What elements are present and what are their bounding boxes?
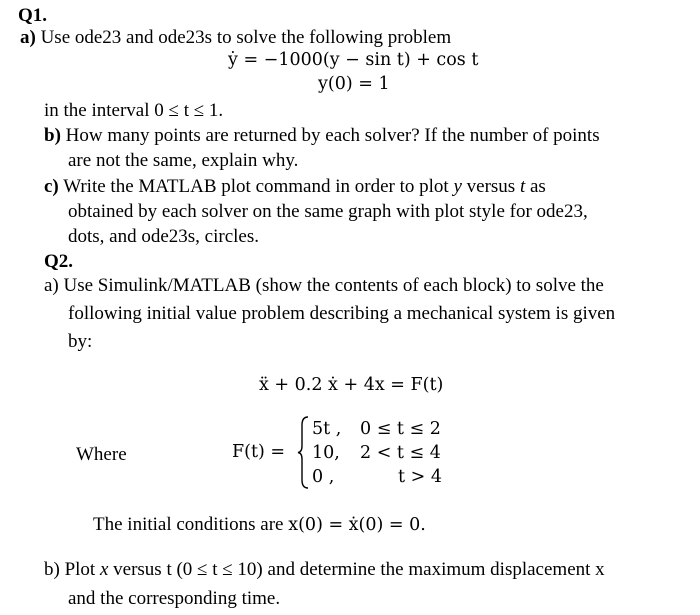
q2-where: Where (76, 444, 127, 465)
q1-c-text-b: versus (461, 176, 520, 197)
q1-b-text: How many points are returned by each solver? If the number of points (65, 125, 600, 146)
q2-case3-condition: t > 4 (398, 467, 442, 487)
q2-part-a-line1: a) Use Simulink/MATLAB (show the contents of each block) to solve the (44, 275, 604, 296)
q1-part-a (20, 28, 451, 47)
q2-case3-value: 0 , (312, 467, 335, 487)
q2-case2-condition: 2 < t ≤ 4 (360, 443, 441, 463)
q1-equation-ode: ẏ = −1000(y − sin t) + cos t (228, 50, 479, 70)
q1-equation-initial: y(0) = 1 (318, 74, 390, 94)
q1-a-label: a) (20, 27, 36, 48)
q1-heading: Q1. (18, 5, 48, 26)
q1-part-b-line1 (44, 126, 600, 145)
q2-ic-text: The initial conditions are (93, 514, 284, 535)
q2-b-text-a: b) Plot (44, 559, 100, 580)
q1-part-c-line3: dots, and ode23s, circles. (68, 226, 260, 247)
q1-part-b-line2: are not the same, explain why. (68, 150, 299, 171)
q1-b-label: b) (44, 125, 61, 146)
q2-heading: Q2. (44, 251, 74, 272)
q2-part-a-line3: by: (68, 331, 93, 352)
q1-interval: in the interval 0 ≤ t ≤ 1. (44, 100, 224, 121)
q1-part-c-line2: obtained by each solver on the same graph with plot style for ode23, (68, 201, 588, 222)
q1-c-text-a: Write the MATLAB plot command in order to plot (63, 176, 454, 197)
q2-part-b-line1 (44, 560, 605, 579)
q2-part-b-line2: and the corresponding time. (68, 588, 281, 609)
q1-c-var-y: y (453, 176, 462, 197)
q1-part-c-line1 (44, 177, 546, 196)
q2-case2-value: 10, (312, 443, 340, 463)
q2-initial-conditions (93, 515, 426, 535)
q2-f-lhs: F(t) = (232, 442, 286, 462)
q2-case1-value: 5t , (312, 419, 342, 439)
q2-case1-condition: 0 ≤ t ≤ 2 (360, 419, 441, 439)
q2-b-text-b: versus t (0 ≤ t ≤ 10) and determine the maximum displacement x (108, 559, 605, 580)
piecewise-brace (297, 415, 309, 490)
q1-c-label: c) (44, 176, 59, 197)
q2-part-a-line2: following initial value problem describing a mechanical system is given (68, 303, 616, 324)
q1-c-var-t: t (519, 176, 526, 197)
q2-ic-math: x(0) = ẋ(0) = 0. (288, 515, 426, 535)
q2-b-var-x: x (99, 559, 109, 580)
q2-ode: ẍ + 0.2 ẋ + 4x = F(t) (259, 375, 444, 395)
q1-a-text: Use ode23 and ode23s to solve the following problem (40, 27, 452, 48)
q1-c-text-c: as (525, 176, 546, 197)
